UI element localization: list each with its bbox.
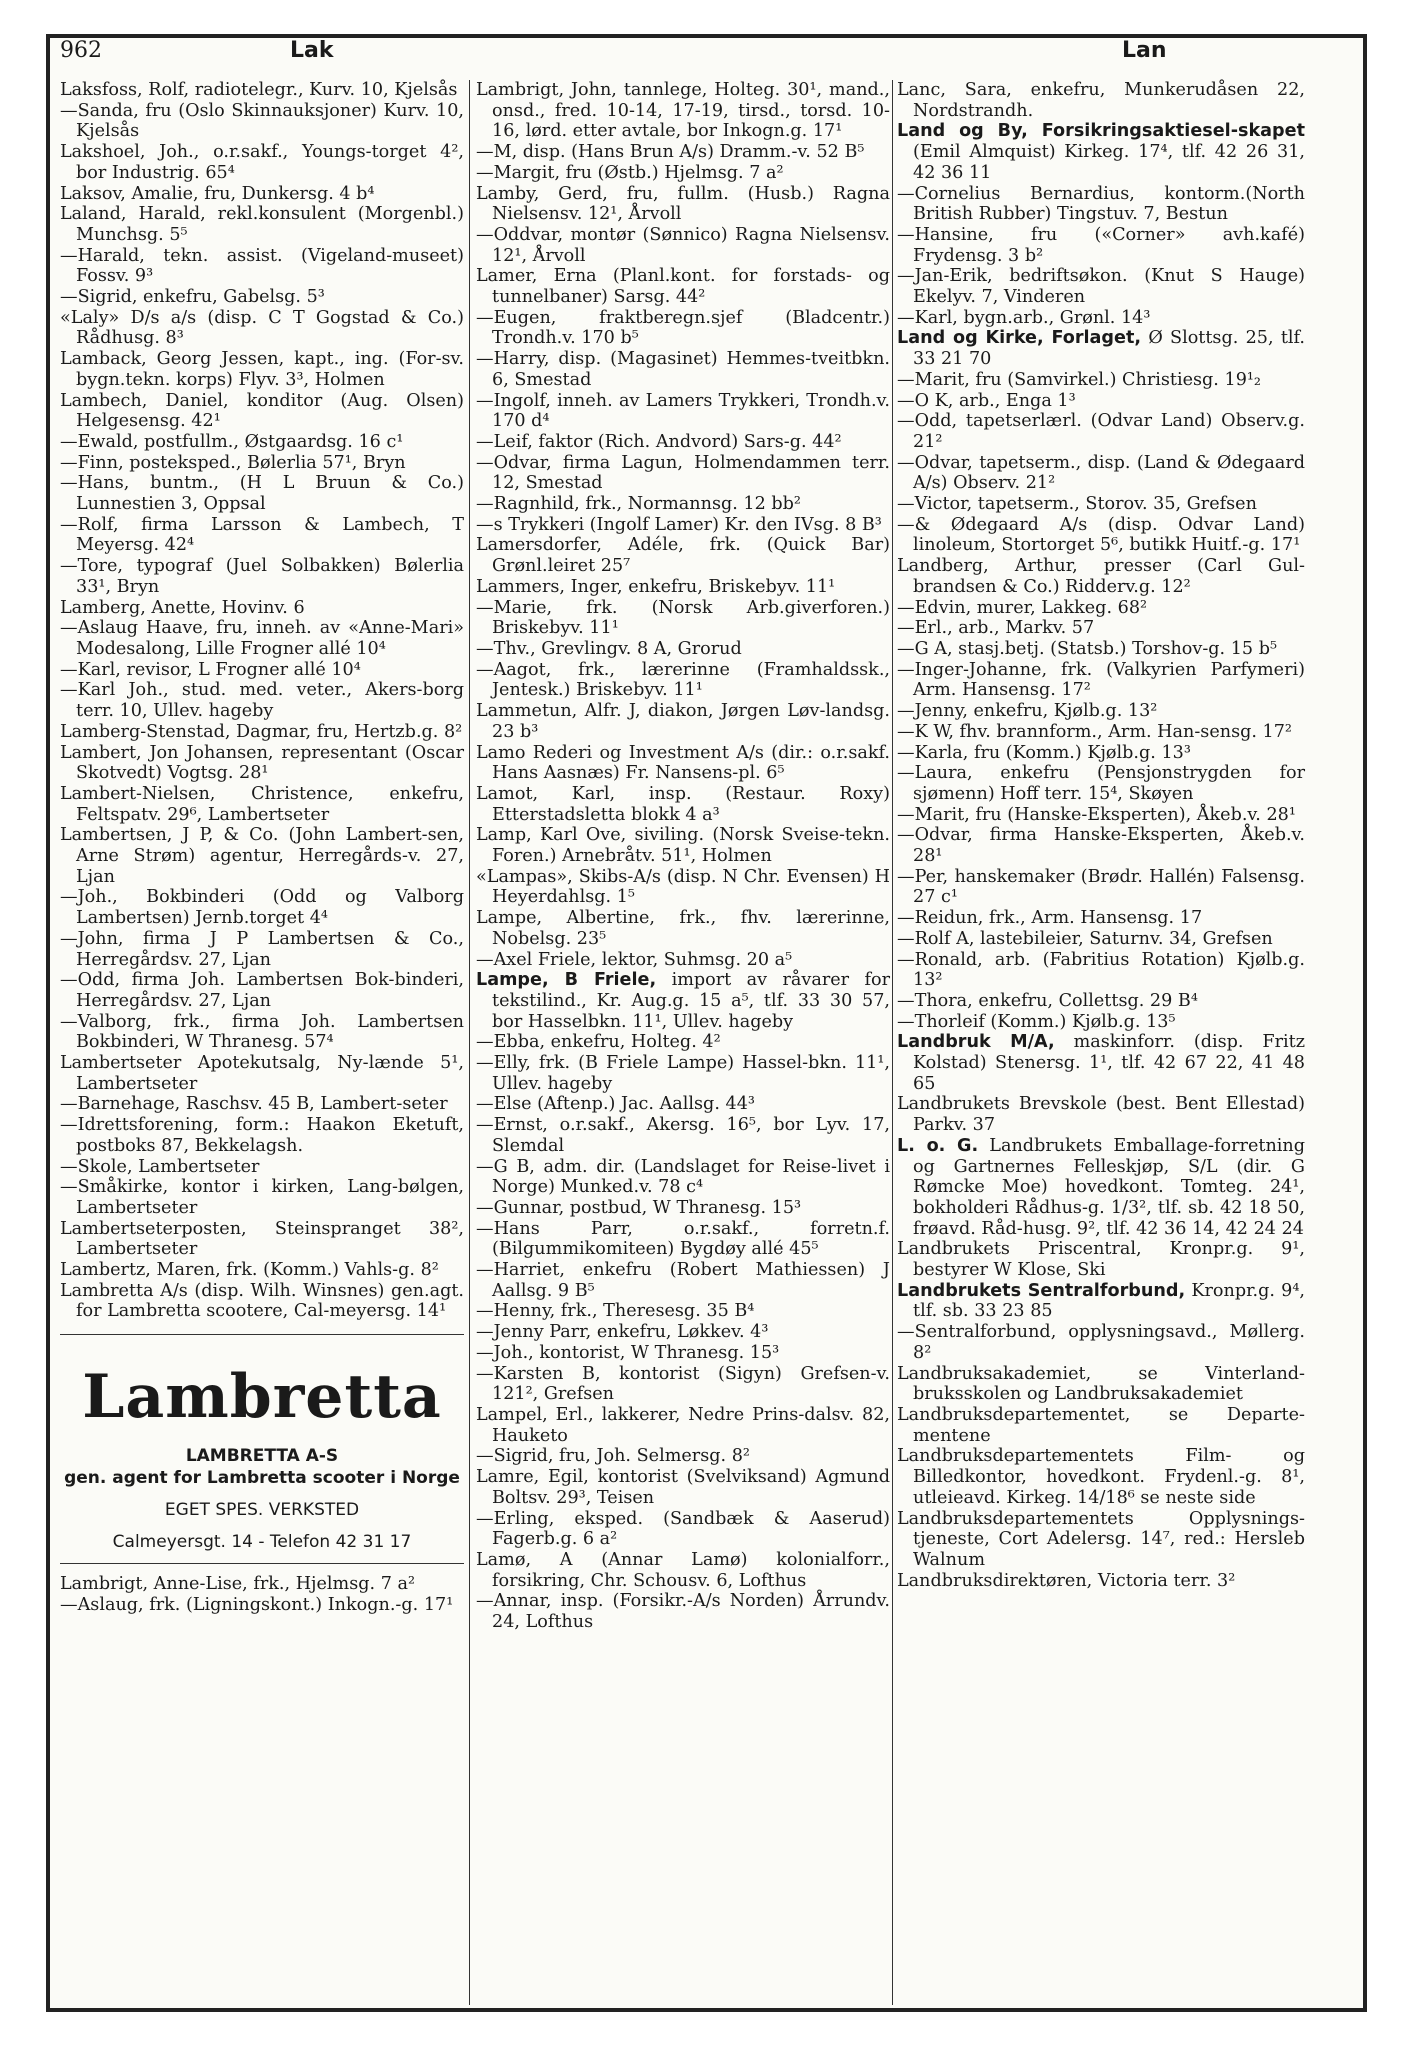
- entry-text: «Lampas», Skibs-A/s (disp. N Chr. Evensen) H Heyerdahlsg. 1⁵: [476, 866, 890, 908]
- directory-entry: [60, 784, 464, 825]
- directory-entry: [476, 660, 890, 701]
- entry-text: —Annar, insp. (Forsikr.-A/s Norden) Årrundv. 24, Lofthus: [476, 1591, 890, 1633]
- directory-entry: [476, 577, 890, 598]
- entry-text: —Marie, frk. (Norsk Arb.giverforen.) Briskebyv. 11¹: [476, 597, 890, 639]
- entry-text: —Aslaug, frk. (Ligningskont.) Inkogn.-g. 17¹: [60, 1594, 454, 1615]
- directory-entry: [476, 432, 890, 453]
- entry-text: —Cornelius Bernardius, kontorm.(North British Rubber) Tingstuv. 7, Bestun: [897, 183, 1305, 225]
- entry-text: Landbruksdepartementets Film- og Billedkontor, hovedkont. Frydenl.-g. 8¹, utleieavd. Kirkeg. 14/18⁶ se neste side: [897, 1446, 1305, 1508]
- directory-entry: [476, 266, 890, 307]
- directory-entry: [897, 908, 1305, 929]
- entry-text: —Odvar, firma Hanske-Eksperten, Åkeb.v. 28¹: [897, 825, 1305, 867]
- entry-bold-name: Land og Kirke, Forlaget,: [897, 328, 1142, 349]
- entry-text: Laland, Harald, rekl.konsulent (Morgenbl.) Munchsg. 5⁵: [60, 204, 464, 245]
- directory-entry: [60, 1574, 464, 1595]
- directory-entry: [897, 660, 1305, 701]
- ad-agent-line: gen. agent for Lambretta scooter i Norge: [64, 1468, 460, 1489]
- directory-entry: [476, 308, 890, 349]
- directory-entry: [60, 1115, 464, 1156]
- directory-entry: [60, 473, 464, 514]
- entry-text: Ø Slottsg. 25, tlf. 33 21 70: [913, 328, 1305, 370]
- entry-text: Lambrigt, John, tannlege, Holteg. 30¹, mand., onsd., fred. 10-14, 17-19, tirsd., torsd. 10-16, lørd. etter avtale, bor Inkogn.g. 17¹: [476, 80, 890, 142]
- entry-text: —Karl, revisor, L Frogner allé 10⁴: [60, 659, 361, 680]
- entry-text: —Edvin, murer, Lakkeg. 68²: [897, 597, 1148, 618]
- directory-entry: [897, 121, 1305, 183]
- directory-entry: [60, 722, 464, 743]
- entry-text: —Leif, faktor (Rich. Andvord) Sars-g. 44²: [476, 431, 842, 452]
- entry-text: —Sigrid, fru, Joh. Selmersg. 8²: [476, 1446, 750, 1467]
- page-number: 962: [60, 38, 102, 63]
- entry-bold-name: L. o. G.: [897, 1135, 979, 1156]
- directory-entry: [897, 1509, 1305, 1571]
- entry-text: —Rolf, firma Larsson & Lambech, T Meyersg. 42⁴: [60, 514, 464, 556]
- directory-entry: [897, 1239, 1305, 1280]
- directory-entry: [897, 515, 1305, 556]
- directory-entry: [476, 598, 890, 639]
- entry-text: —Thv., Grevlingv. 8 A, Grorud: [476, 638, 742, 659]
- lambretta-logo: Lambretta: [82, 1362, 442, 1433]
- directory-entry: [476, 950, 890, 971]
- directory-entry: [897, 80, 1305, 121]
- entry-text: —Odvar, tapetserm., disp. (Land & Ødegaard A/s) Observ. 21²: [897, 452, 1305, 494]
- entry-text: —Jan-Erik, bedriftsøkon. (Knut S Hauge) Ekelyv. 7, Vinderen: [897, 266, 1305, 308]
- directory-entry: [476, 970, 890, 1032]
- entry-text: Landbrukets Brevskole (best. Bent Ellestad) Parkv. 37: [897, 1094, 1305, 1136]
- directory-entry: [897, 1322, 1305, 1363]
- directory-entry: [476, 1405, 890, 1446]
- entry-text: —Barnehage, Raschsv. 45 B, Lambert-seter: [60, 1094, 448, 1115]
- entry-text: —Sigrid, enkefru, Gabelsg. 5³: [60, 287, 325, 308]
- directory-entry: [476, 1198, 890, 1219]
- entry-text: Lamersdorfer, Adéle, frk. (Quick Bar) Grønl.leiret 25⁷: [476, 535, 890, 577]
- directory-entry: [476, 867, 890, 908]
- directory-entry: [897, 1281, 1305, 1322]
- directory-entry: [60, 929, 464, 970]
- entry-text: —Per, hanskemaker (Brødr. Hallén) Falsensg. 27 c¹: [897, 866, 1305, 908]
- directory-entry: [476, 1446, 890, 1467]
- entry-text: —M, disp. (Hans Brun A/s) Dramm.-v. 52 B⁵: [476, 142, 865, 163]
- directory-entry: [897, 184, 1305, 225]
- entry-text: —Oddvar, montør (Sønnico) Ragna Nielsensv. 12¹, Årvoll: [476, 224, 890, 266]
- directory-entry: [476, 1260, 890, 1301]
- entry-text: Laksfoss, Rolf, radiotelegr., Kurv. 10, Kjelsås: [60, 80, 458, 100]
- entry-text: —Marit, fru (Hanske-Eksperten), Åkeb.v. 28¹: [897, 804, 1296, 825]
- entry-text: —Joh., Bokbinderi (Odd og Valborg Lambertsen) Jernb.torget 4⁴: [60, 887, 464, 929]
- entry-text: —Axel Friele, lektor, Suhmsg. 20 a⁵: [476, 949, 793, 970]
- directory-entry: [476, 1550, 890, 1591]
- entry-text: —Ewald, postfullm., Østgaardsg. 16 c¹: [60, 431, 404, 452]
- ad-address-line: Calmeyersgt. 14 - Telefon 42 31 17: [112, 1532, 412, 1553]
- entry-text: —Else (Aftenp.) Jac. Aallsg. 44³: [476, 1094, 755, 1115]
- directory-entry: [476, 1115, 890, 1156]
- directory-entry: [476, 349, 890, 390]
- directory-entry: [897, 639, 1305, 660]
- entry-text: —Erl., arb., Markv. 57: [897, 618, 1095, 639]
- directory-entry: [476, 1591, 890, 1632]
- directory-entry: [476, 1094, 890, 1115]
- directory-entry: [476, 825, 890, 866]
- directory-entry: [476, 1322, 890, 1343]
- entry-text: Lamberg-Stenstad, Dagmar, fru, Hertzb.g. 8²: [60, 721, 463, 742]
- entry-bold-name: Lampe, B Friele,: [476, 970, 657, 991]
- entry-text: —Margit, fru (Østb.) Hjelmsg. 7 a²: [476, 162, 784, 183]
- entry-text: —Idrettsforening, form.: Haakon Eketuft, postboks 87, Bekkelagsh.: [60, 1115, 464, 1156]
- entry-text: Lambech, Daniel, konditor (Aug. Olsen) Helgesensg. 42¹: [60, 390, 464, 432]
- entry-text: Laksov, Amalie, fru, Dunkersg. 4 b⁴: [60, 183, 375, 204]
- directory-entry: [60, 184, 464, 205]
- directory-entry: [476, 535, 890, 576]
- directory-entry: [60, 1012, 464, 1053]
- directory-entry: [897, 370, 1305, 391]
- directory-entry: [60, 1053, 464, 1094]
- directory-entry: [897, 225, 1305, 266]
- entry-text: Landbruksdepartementet, se Departe-mentene: [897, 1405, 1305, 1446]
- entry-text: —Ingolf, inneh. av Lamers Trykkeri, Trondh.v. 170 d⁴: [476, 390, 890, 432]
- entry-text: —Hansine, fru («Corner» avh.kafé) Frydensg. 3 b²: [897, 224, 1305, 266]
- directory-entry: [60, 887, 464, 928]
- entry-list: [897, 80, 1305, 1591]
- lambretta-advertisement: [60, 1334, 464, 1564]
- entry-text: import av råvarer for tekstilind., Kr. Aug.g. 15 a⁵, tlf. 33 30 57, bor Hasselbkn. 11¹, Ullev. hageby: [492, 970, 890, 1032]
- entry-text: Lammetun, Alfr. J, diakon, Jørgen Løv-landsg. 23 b³: [476, 701, 890, 742]
- directory-entry: [60, 825, 464, 887]
- directory-entry: [476, 1157, 890, 1198]
- entry-list: [60, 1574, 464, 1615]
- entry-text: —Harald, tekn. assist. (Vigeland-museet) Fossv. 9³: [60, 245, 464, 287]
- entry-text: —Tore, typograf (Juel Solbakken) Bølerlia 33¹, Bryn: [60, 556, 464, 597]
- directory-entry: [897, 825, 1305, 866]
- directory-entry: [897, 494, 1305, 515]
- directory-entry: [897, 598, 1305, 619]
- directory-entry: [476, 494, 890, 515]
- entry-text: Kronpr.g. 9⁴, tlf. sb. 33 23 85: [913, 1280, 1305, 1322]
- directory-entry: [60, 246, 464, 287]
- entry-text: —Karl Joh., stud. med. veter., Akers-borg terr. 10, Ullev. hageby: [60, 680, 464, 722]
- entry-text: Landbrukets Emballage-forretning og Gartnernes Felleskjøp, S/L (dir. G Rømcke Moe) hovedkont. Tomteg. 24¹, bokholderi Rådhus-g. 1/3², tlf. sb. 42 18 50, frøavd. Råd-husg. 9², tlf. 42 36 14, 42 24 24: [913, 1135, 1305, 1239]
- directory-entry: [60, 680, 464, 721]
- directory-entry: [476, 701, 890, 742]
- directory-entry: [60, 743, 464, 784]
- entry-text: —Odd, firma Joh. Lambertsen Bok-binderi, Herregårdsv. 27, Ljan: [60, 970, 464, 1011]
- entry-text: Landberg, Arthur, presser (Carl Gul-brandsen & Co.) Ridderv.g. 12²: [897, 556, 1305, 597]
- entry-text: Lamberg, Anette, Hovinv. 6: [60, 597, 305, 618]
- entry-text: —Thora, enkefru, Collettsg. 29 B⁴: [897, 990, 1198, 1011]
- directory-entry: [897, 763, 1305, 804]
- directory-entry: [60, 308, 464, 349]
- directory-entry: [60, 660, 464, 681]
- entry-text: —Inger-Johanne, frk. (Valkyrien Parfymeri) Arm. Hansensg. 17²: [897, 659, 1305, 701]
- directory-entry: [60, 453, 464, 474]
- directory-entry: [476, 1053, 890, 1094]
- directory-entry: [476, 391, 890, 432]
- entry-text: —Karla, fru (Komm.) Kjølb.g. 13³: [897, 742, 1191, 763]
- entry-text: —Thorleif (Komm.) Kjølb.g. 13⁵: [897, 1011, 1176, 1032]
- directory-entry: [476, 80, 890, 142]
- directory-entry: [60, 349, 464, 390]
- directory-entry: [476, 1301, 890, 1322]
- entry-text: Lamø, A (Annar Lamø) kolonialforr., forsikring, Chr. Schousv. 6, Lofthus: [476, 1549, 890, 1591]
- entry-text: —s Trykkeri (Ingolf Lamer) Kr. den IVsg. 8 B³: [476, 514, 882, 535]
- entry-text: Landbrukets Priscentral, Kronpr.g. 9¹, bestyrer W Klose, Ski: [897, 1239, 1305, 1281]
- entry-text: Lampel, Erl., lakkerer, Nedre Prins-dalsv. 82, Hauketo: [476, 1405, 890, 1446]
- directory-entry: [897, 950, 1305, 991]
- directory-entry: [60, 432, 464, 453]
- entry-text: Lamback, Georg Jessen, kapt., ing. (For-sv. bygn.tekn. korps) Flyv. 3³, Holmen: [60, 349, 464, 390]
- directory-entry: [897, 743, 1305, 764]
- entry-text: —Harriet, enkefru (Robert Mathiessen) J Aallsg. 9 B⁵: [476, 1260, 890, 1301]
- entry-text: —& Ødegaard A/s (disp. Odvar Land) linoleum, Stortorget 5⁶, butikk Huitf.-g. 17¹: [897, 514, 1305, 556]
- directory-entry: [476, 1364, 890, 1405]
- entry-text: «Laly» D/s a/s (disp. C T Gogstad & Co.) Rådhusg. 8³: [60, 307, 464, 349]
- entry-text: —Gunnar, postbud, W Thranesg. 15³: [476, 1197, 802, 1218]
- entry-text: —Odd, tapetserlærl. (Odvar Land) Observ.g. 21²: [897, 411, 1305, 452]
- directory-entry: [897, 453, 1305, 494]
- entry-text: —Sanda, fru (Oslo Skinnauksjoner) Kurv. 10, Kjelsås: [60, 100, 464, 142]
- entry-text: —Sentralforbund, opplysningsavd., Møllerg. 8²: [897, 1322, 1305, 1363]
- entry-text: Lampe, Albertine, frk., fhv. lærerinne, Nobelsg. 23⁵: [476, 908, 890, 949]
- entry-text: —Hans Parr, o.r.sakf., forretn.f. (Bilgummikomiteen) Bygdøy allé 45⁵: [476, 1218, 890, 1260]
- directory-entry: [60, 1281, 464, 1322]
- entry-text: —Henny, frk., Theresesg. 35 B⁴: [476, 1301, 755, 1322]
- entry-text: —Laura, enkefru (Pensjonstrygden for sjømenn) Hoff terr. 15⁴, Skøyen: [897, 763, 1305, 804]
- entry-text: Lamo Rederi og Investment A/s (dir.: o.r.sakf. Hans Aasnæs) Fr. Nansens-pl. 6⁵: [476, 742, 890, 784]
- entry-text: —K W, fhv. brannform., Arm. Han-sensg. 17²: [897, 721, 1292, 742]
- entry-text: —O K, arb., Enga 1³: [897, 390, 1076, 411]
- directory-entry: [60, 556, 464, 597]
- directory-entry: [476, 453, 890, 494]
- entry-text: —Ragnhild, frk., Normannsg. 12 bb²: [476, 494, 801, 515]
- entry-text: —Jenny Parr, enkefru, Løkkev. 4³: [476, 1322, 769, 1343]
- directory-entry: [60, 391, 464, 432]
- running-header-left: Lak: [290, 38, 334, 63]
- entry-text: —Victor, tapetserm., Storov. 35, Grefsen: [897, 494, 1257, 515]
- directory-entry: [476, 1343, 890, 1364]
- directory-entry: [897, 556, 1305, 597]
- directory-entry: [476, 1509, 890, 1550]
- entry-text: Lambertseter Apotekutsalg, Ny-lænde 5¹, Lambertseter: [60, 1053, 464, 1094]
- directory-entry: [897, 618, 1305, 639]
- entry-text: Lanc, Sara, enkefru, Munkerudåsen 22, Nordstrandh.: [897, 80, 1305, 121]
- entry-text: —John, firma J P Lambertsen & Co., Herregårdsv. 27, Ljan: [60, 928, 464, 970]
- directory-entry: [60, 1157, 464, 1178]
- directory-entry: [60, 80, 464, 101]
- entry-text: Lambertz, Maren, frk. (Komm.) Vahls-g. 8²: [60, 1260, 439, 1281]
- directory-entry: [476, 1219, 890, 1260]
- directory-entry: [476, 1032, 890, 1053]
- ad-workshop-line: EGET SPES. VERKSTED: [164, 1500, 360, 1521]
- entry-text: Lambert, Jon Johansen, representant (Oscar Skotvedt) Vogtsg. 28¹: [60, 742, 464, 784]
- entry-text: —Eugen, fraktberegn.sjef (Bladcentr.) Trondh.v. 170 b⁵: [476, 307, 890, 349]
- entry-text: Lamp, Karl Ove, siviling. (Norsk Sveise-tekn. Foren.) Arnebråtv. 51¹, Holmen: [476, 825, 890, 867]
- entry-text: —Aslaug Haave, fru, inneh. av «Anne-Mari» Modesalong, Lille Frogner allé 10⁴: [60, 618, 464, 659]
- directory-entry: [897, 1571, 1305, 1592]
- entry-text: —Småkirke, kontor i kirken, Lang-bølgen, Lambertseter: [60, 1177, 464, 1218]
- entry-text: —Rolf A, lastebileier, Saturnv. 34, Grefsen: [897, 928, 1273, 949]
- directory-entry: [897, 411, 1305, 452]
- directory-entry: [60, 287, 464, 308]
- entry-text: —G A, stasj.betj. (Statsb.) Torshov-g. 15 b⁵: [897, 638, 1278, 659]
- entry-text: —Hans, buntm., (H L Bruun & Co.) Lunnestien 3, Oppsal: [60, 473, 464, 515]
- directory-entry: [897, 722, 1305, 743]
- entry-text: Lambrigt, Anne-Lise, frk., Hjelmsg. 7 a²: [60, 1574, 416, 1595]
- entry-text: Lambretta A/s (disp. Wilh. Winsnes) gen.agt. for Lambretta scootere, Cal-meyersg. 14¹: [60, 1280, 464, 1322]
- directory-entry: [476, 184, 890, 225]
- entry-text: —G B, adm. dir. (Landslaget for Reise-livet i Norge) Munked.v. 78 c⁴: [476, 1156, 890, 1198]
- directory-entry: [897, 1094, 1305, 1135]
- directory-entry: [476, 225, 890, 266]
- directory-entry: [897, 1012, 1305, 1033]
- directory-entry: [476, 743, 890, 784]
- directory-entry: [897, 991, 1305, 1012]
- directory-entry: [60, 598, 464, 619]
- entry-text: Lambertseterposten, Steinspranget 38², Lambertseter: [60, 1218, 464, 1260]
- entry-bold-name: Land og By, Forsikringsaktiesel-skapet: [897, 121, 1305, 142]
- entry-text: —Aagot, frk., lærerinne (Framhaldssk., Jentesk.) Briskebyv. 11¹: [476, 659, 890, 701]
- column-1: [60, 80, 464, 1616]
- running-header-right: Lan: [1122, 38, 1167, 63]
- directory-entry: [897, 1032, 1305, 1094]
- entry-text: Lambert-Nielsen, Christence, enkefru, Feltspatv. 29⁶, Lambertseter: [60, 783, 464, 825]
- entry-text: —Valborg, frk., firma Joh. Lambertsen Bokbinderi, W Thranesg. 57⁴: [60, 1011, 464, 1053]
- column-divider: [892, 80, 893, 2005]
- directory-entry: [60, 1177, 464, 1218]
- entry-text: —Finn, posteksped., Bølerlia 57¹, Bryn: [60, 452, 406, 473]
- entry-text: Lakshoel, Joh., o.r.sakf., Youngs-torget 4², bor Industrig. 65⁴: [60, 142, 464, 183]
- directory-entry: [60, 618, 464, 659]
- entry-text: Landbruksdirektøren, Victoria terr. 3²: [897, 1570, 1236, 1591]
- directory-entry: [476, 639, 890, 660]
- directory-entry: [60, 515, 464, 556]
- entry-text: —Ronald, arb. (Fabritius Rotation) Kjølb.g. 13²: [897, 949, 1305, 991]
- entry-text: —Odvar, firma Lagun, Holmendammen terr. 12, Smestad: [476, 452, 890, 494]
- directory-entry: [60, 204, 464, 245]
- entry-text: —Karsten B, kontorist (Sigyn) Grefsen-v. 121², Grefsen: [476, 1363, 890, 1405]
- entry-list: [476, 80, 890, 1633]
- entry-text: (Emil Almquist) Kirkeg. 17⁴, tlf. 42 26 31, 42 36 11: [913, 142, 1305, 183]
- entry-text: Lamre, Egil, kontorist (Svelviksand) Agmund Boltsv. 29³, Teisen: [476, 1467, 890, 1508]
- column-3: [897, 80, 1305, 1591]
- entry-text: Lammers, Inger, enkefru, Briskebyv. 11¹: [476, 576, 836, 597]
- entry-text: —Elly, frk. (B Friele Lampe) Hassel-bkn. 11¹, Ullev. hageby: [476, 1053, 890, 1094]
- directory-entry: [60, 1094, 464, 1115]
- entry-text: maskinforr. (disp. Fritz Kolstad) Stenersg. 1¹, tlf. 42 67 22, 41 48 65: [913, 1032, 1305, 1094]
- directory-entry: [60, 1219, 464, 1260]
- directory-entry: [897, 867, 1305, 908]
- entry-text: —Ernst, o.r.sakf., Akersg. 16⁵, bor Lyv. 17, Slemdal: [476, 1115, 890, 1156]
- directory-entry: [897, 1446, 1305, 1508]
- entry-text: —Joh., kontorist, W Thranesg. 15³: [476, 1342, 780, 1363]
- directory-entry: [476, 784, 890, 825]
- directory-entry: [476, 142, 890, 163]
- entry-text: Lamer, Erna (Planl.kont. for forstads- og tunnelbaner) Sarsg. 44²: [476, 266, 890, 308]
- directory-entry: [897, 328, 1305, 369]
- directory-entry: [60, 142, 464, 183]
- column-divider: [469, 80, 470, 2005]
- entry-bold-name: Landbrukets Sentralforbund,: [897, 1280, 1186, 1301]
- directory-entry: [897, 1364, 1305, 1405]
- column-2: [476, 80, 890, 1633]
- entry-text: —Jenny, enkefru, Kjølb.g. 13²: [897, 701, 1158, 722]
- entry-text: —Reidun, frk., Arm. Hansensg. 17: [897, 908, 1203, 929]
- entry-text: Landbruksdepartementets Opplysnings-tjeneste, Cort Adelersg. 14⁷, red.: Hersleb Walnum: [897, 1508, 1305, 1570]
- entry-text: Lamot, Karl, insp. (Restaur. Roxy) Etterstadsletta blokk 4 a³: [476, 783, 890, 825]
- entry-text: —Karl, bygn.arb., Grønl. 14³: [897, 307, 1151, 328]
- directory-entry: [60, 1260, 464, 1281]
- directory-entry: [476, 163, 890, 184]
- directory-entry: [897, 266, 1305, 307]
- directory-entry: [60, 970, 464, 1011]
- entry-list: [60, 80, 464, 1322]
- directory-entry: [897, 1136, 1305, 1240]
- directory-entry: [897, 701, 1305, 722]
- entry-text: —Marit, fru (Samvirkel.) Christiesg. 19¹₂: [897, 369, 1261, 390]
- entry-text: —Ebba, enkefru, Holteg. 4²: [476, 1032, 721, 1053]
- entry-text: Lamby, Gerd, fru, fullm. (Husb.) Ragna Nielsensv. 12¹, Årvoll: [476, 183, 890, 225]
- directory-entry: [476, 515, 890, 536]
- directory-entry: [897, 929, 1305, 950]
- directory-entry: [60, 101, 464, 142]
- directory-entry: [476, 1467, 890, 1508]
- entry-bold-name: Landbruk M/A,: [897, 1032, 1055, 1053]
- entry-text: —Erling, eksped. (Sandbæk & Aaserud) Fagerb.g. 6 a²: [476, 1508, 890, 1550]
- directory-entry: [897, 391, 1305, 412]
- entry-text: Landbruksakademiet, se Vinterland-bruksskolen og Landbruksakademiet: [897, 1363, 1305, 1405]
- entry-text: Lambertsen, J P, & Co. (John Lambert-sen, Arne Strøm) agentur, Herregårds-v. 27, Ljan: [60, 825, 464, 887]
- directory-entry: [897, 308, 1305, 329]
- directory-entry: [476, 908, 890, 949]
- directory-entry: [897, 1405, 1305, 1446]
- ad-company-name: LAMBRETTA A-S: [185, 1446, 339, 1467]
- directory-entry: [897, 805, 1305, 826]
- entry-text: —Harry, disp. (Magasinet) Hemmes-tveitbkn. 6, Smestad: [476, 349, 890, 390]
- entry-text: —Skole, Lambertseter: [60, 1156, 260, 1177]
- directory-entry: [60, 1595, 464, 1616]
